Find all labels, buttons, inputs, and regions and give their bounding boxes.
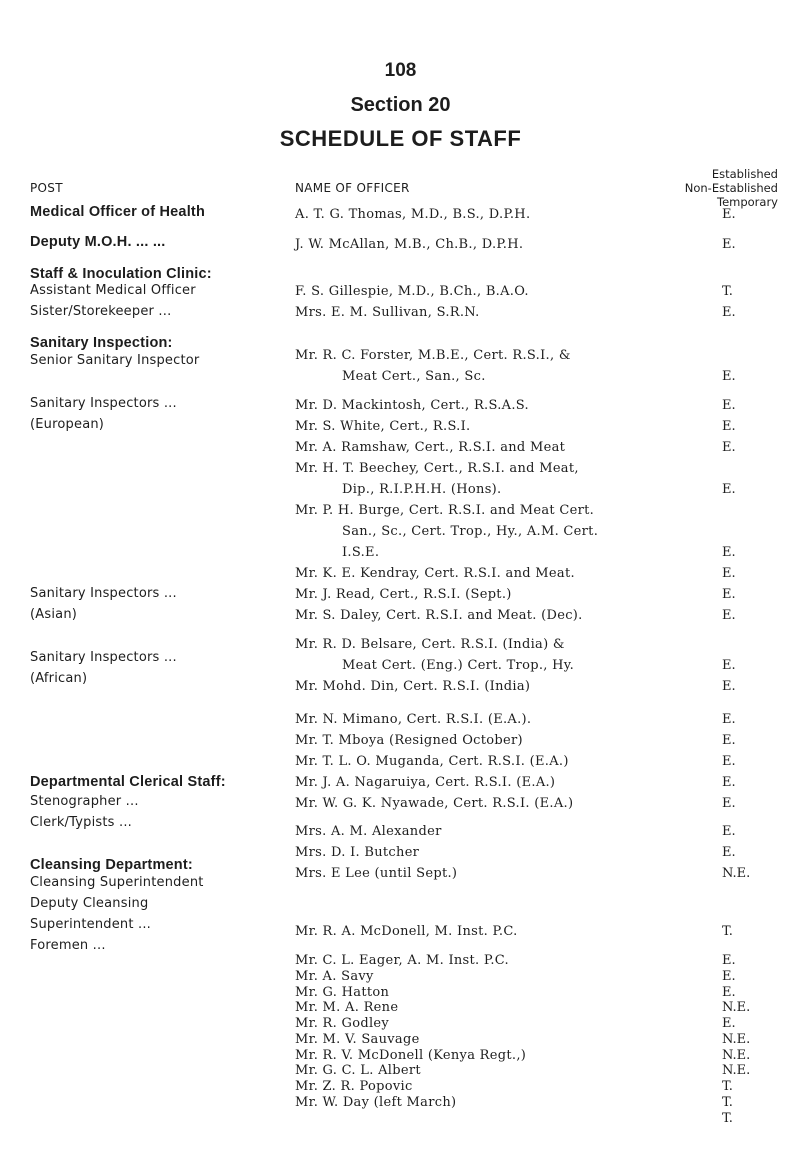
post-label: Stenographer ... — [30, 794, 139, 809]
post-label: Medical Officer of Health — [30, 204, 206, 220]
status-column-header — [685, 167, 778, 209]
status-code: T. — [722, 1079, 733, 1094]
status-header-line: Non-Established — [684, 181, 778, 195]
section-label: Cleansing Department: — [30, 857, 193, 873]
status-code: N.E. — [722, 1047, 751, 1063]
officer-name: Mrs. E. M. Sullivan, S.R.N. — [295, 305, 480, 320]
status-code: E. — [722, 754, 736, 769]
section-heading: Section 20 — [350, 94, 451, 116]
officer-name: Mr. H. T. Beechey, Cert., R.S.I. and Meat, — [295, 461, 579, 476]
status-code: T. — [722, 1110, 733, 1126]
status-code: N.E. — [722, 1000, 751, 1016]
officer-name-continued: Dip., R.I.P.H.H. (Hons). — [342, 482, 502, 497]
status-code: E. — [722, 608, 736, 623]
status-code: E. — [722, 796, 736, 811]
post-label: Superintendent ... — [30, 917, 151, 932]
officer-name-continued: Meat Cert., San., Sc. — [342, 369, 486, 384]
section-label: Departmental Clerical Staff: — [30, 774, 226, 790]
page-title: SCHEDULE OF STAFF — [279, 126, 522, 151]
status-code: E. — [722, 658, 736, 673]
status-code: E. — [722, 733, 736, 748]
officer-name-continued: San., Sc., Cert. Trop., Hy., A.M. Cert. — [342, 524, 599, 539]
officer-name: A. T. G. Thomas, M.D., B.S., D.P.H. — [295, 207, 531, 222]
status-code: E. — [722, 305, 736, 320]
officer-name: F. S. Gillespie, M.D., B.Ch., B.A.O. — [295, 284, 529, 299]
post-label: Sister/Storekeeper ... — [30, 304, 172, 319]
post-label: Clerk/Typists ... — [30, 815, 132, 830]
status-code: E. — [722, 845, 736, 860]
post-label: Senior Sanitary Inspector — [30, 353, 200, 368]
status-code: N.E. — [722, 866, 751, 881]
status-code: E. — [722, 712, 736, 727]
officer-name-continued: Meat Cert. (Eng.) Cert. Trop., Hy. — [342, 658, 575, 673]
post-sublabel: (African) — [30, 671, 88, 686]
status-code: E. — [722, 566, 736, 581]
officer-name: Mr. W. G. K. Nyawade, Cert. R.S.I. (E.A.) — [295, 796, 574, 811]
officer-name: Mr. A. Ramshaw, Cert., R.S.I. and Meat — [295, 440, 566, 455]
officer-name: Mr. R. A. McDonell, M. Inst. P.C. — [295, 923, 518, 939]
officer-name: Mr. C. L. Eager, A. M. Inst. P.C. — [295, 953, 509, 968]
status-code: E. — [722, 953, 736, 968]
officer-name: Mr. R. Godley — [295, 1016, 390, 1031]
officer-name: Mr. P. H. Burge, Cert. R.S.I. and Meat Cert. — [295, 503, 595, 518]
status-code: E. — [722, 398, 736, 413]
status-code: E. — [722, 775, 736, 790]
status-code: E. — [722, 369, 736, 384]
post-label: Assistant Medical Officer — [30, 283, 196, 298]
officer-name: Mr. N. Mimano, Cert. R.S.I. (E.A.). — [295, 712, 532, 727]
officer-name: J. W. McAllan, M.B., Ch.B., D.P.H. — [295, 237, 524, 252]
status-code: T. — [722, 1094, 733, 1110]
post-label: Cleansing Superintendent — [30, 875, 204, 890]
post-column-header: POST — [30, 181, 63, 195]
officer-name: Mrs. E Lee (until Sept.) — [295, 866, 458, 881]
status-code: E. — [722, 587, 736, 602]
officer-name: Mr. A. Savy — [295, 968, 374, 984]
officer-name: Mr. D. Mackintosh, Cert., R.S.A.S. — [295, 398, 529, 413]
post-label: Sanitary Inspectors ... — [30, 396, 177, 411]
section-label: Sanitary Inspection: — [30, 335, 173, 351]
section-label: Staff & Inoculation Clinic: — [30, 266, 212, 282]
post-sublabel: (Asian) — [30, 607, 78, 622]
officer-name: Mr. M. A. Rene — [295, 1000, 399, 1016]
status-header-line: Temporary — [717, 195, 778, 209]
status-code: E. — [722, 419, 736, 434]
post-label: Deputy M.O.H. ... ... — [30, 234, 166, 250]
status-header-line: Established — [711, 167, 778, 181]
officer-name: Mr. G. C. L. Albert — [295, 1063, 421, 1079]
status-code: E. — [722, 440, 736, 455]
post-label: Deputy Cleansing — [30, 896, 149, 911]
officer-name: Mr. R. V. McDonell (Kenya Regt.,) — [295, 1047, 527, 1063]
status-code: E. — [722, 1016, 736, 1031]
officer-name: Mr. M. V. Sauvage — [295, 1031, 420, 1047]
status-code: E. — [722, 968, 736, 984]
officer-name: Mr. K. E. Kendray, Cert. R.S.I. and Meat. — [295, 566, 575, 581]
name-column-header: NAME OF OFFICER — [295, 181, 410, 195]
officer-name: Mr. R. D. Belsare, Cert. R.S.I. (India) & — [295, 637, 565, 652]
officer-name: Mr. S. Daley, Cert. R.S.I. and Meat. (Dec). — [295, 608, 583, 623]
status-code: E. — [722, 237, 736, 252]
status-code: E. — [722, 679, 736, 694]
officer-name: Mr. Mohd. Din, Cert. R.S.I. (India) — [295, 679, 531, 694]
status-code: T. — [722, 284, 733, 299]
status-code: E. — [722, 207, 736, 222]
officer-name: Mr. Z. R. Popovic — [295, 1079, 413, 1094]
officer-name: Mr. T. Mboya (Resigned October) — [295, 733, 523, 748]
officer-name: Mr. W. Day (left March) — [295, 1094, 457, 1110]
status-code: N.E. — [722, 1063, 751, 1079]
officer-name: Mr. J. Read, Cert., R.S.I. (Sept.) — [295, 587, 512, 602]
officer-name: Mr. T. L. O. Muganda, Cert. R.S.I. (E.A.) — [295, 754, 569, 769]
post-label: Foremen ... — [30, 938, 106, 953]
post-sublabel: (European) — [30, 417, 105, 432]
post-label: Sanitary Inspectors ... — [30, 650, 177, 665]
status-code: T. — [722, 923, 733, 939]
officer-name: Mr. G. Hatton — [295, 984, 390, 1000]
post-label: Sanitary Inspectors ... — [30, 586, 177, 601]
officer-name: Mrs. A. M. Alexander — [295, 824, 442, 839]
status-code: N.E. — [722, 1031, 751, 1047]
status-code: E. — [722, 984, 736, 1000]
officer-name: Mr. R. C. Forster, M.B.E., Cert. R.S.I., & — [295, 348, 571, 363]
status-code: E. — [722, 545, 736, 560]
officer-name: Mrs. D. I. Butcher — [295, 845, 420, 860]
status-code: E. — [722, 824, 736, 839]
status-code: E. — [722, 482, 736, 497]
page-number: 108 — [384, 60, 417, 81]
officer-name: Mr. S. White, Cert., R.S.I. — [295, 419, 471, 434]
officer-name-continued: I.S.E. — [342, 545, 380, 560]
officer-name: Mr. J. A. Nagaruiya, Cert. R.S.I. (E.A.) — [295, 775, 556, 790]
